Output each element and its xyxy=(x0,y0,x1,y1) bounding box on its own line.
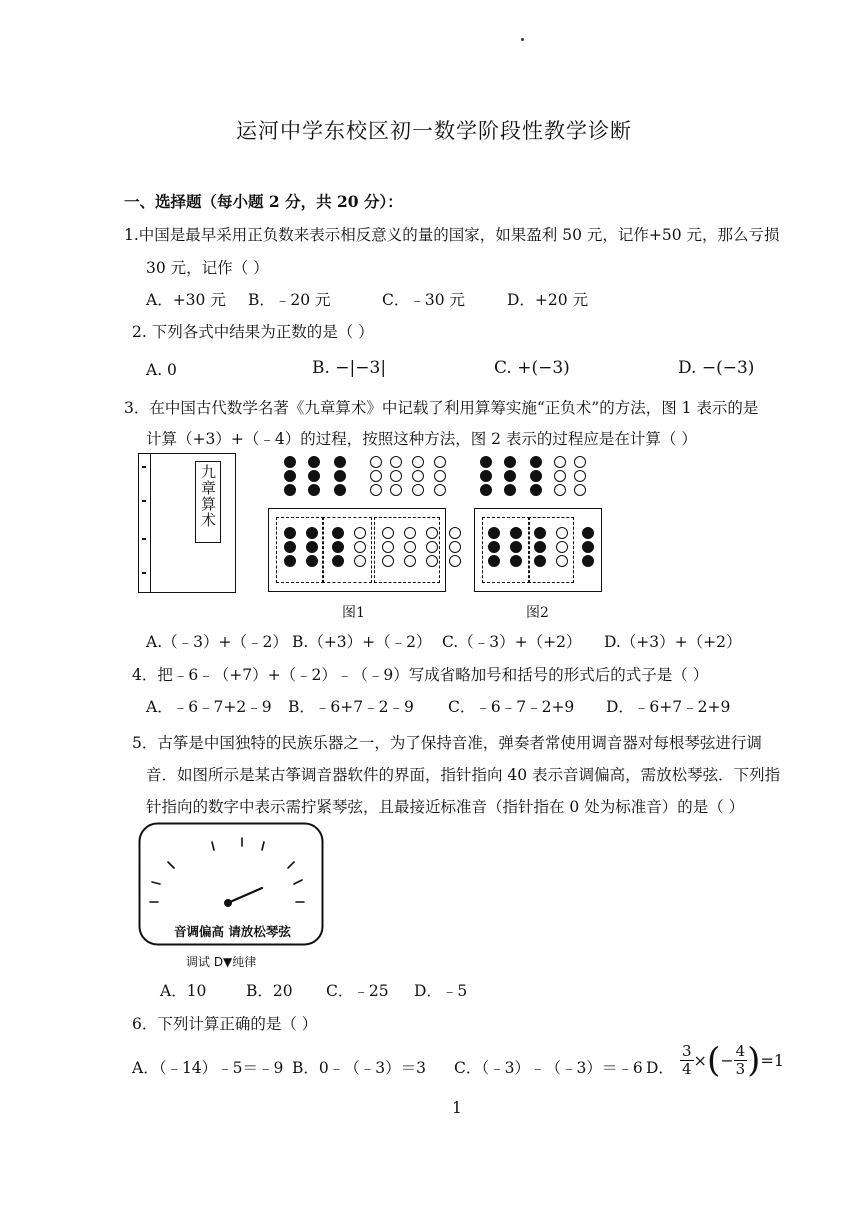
q2-stem: 2. 下列各式中结果为正数的是（ ） xyxy=(132,323,374,341)
section-heading: 一、选择题（每小题 2 分，共 20 分）： xyxy=(124,192,403,211)
q6-stem: 6．下列计算正确的是（ ） xyxy=(132,1015,318,1033)
q4-option-a: A．﹣6﹣7+2﹣9 xyxy=(146,698,272,716)
q4-stem: 4．把﹣6﹣（+7）+（﹣2）﹣（﹣9）写成省略加号和括号的形式后的式子是（ ） xyxy=(132,666,709,684)
filled-rod-icon xyxy=(530,484,542,496)
filled-rod-icon xyxy=(510,541,522,553)
q3-stem-line2: 计算（+3）+（﹣4）的过程，按照这种方法，图 2 表示的过程应是在计算（ ） xyxy=(146,430,697,448)
hollow-rod-icon xyxy=(412,484,424,496)
filled-rod-icon xyxy=(284,456,296,468)
filled-rod-icon xyxy=(306,555,318,567)
hollow-rod-icon xyxy=(382,555,394,567)
page-number: 1 xyxy=(452,1099,462,1117)
hollow-rod-icon xyxy=(426,527,438,539)
filled-rod-icon xyxy=(504,484,516,496)
filled-rod-icon xyxy=(510,555,522,567)
hollow-rod-icon xyxy=(434,456,446,468)
hollow-rod-icon xyxy=(404,555,416,567)
q1-option-d: D．+20 元 xyxy=(507,291,589,309)
q3-option-d: D.（+3）+（+2） xyxy=(604,633,742,651)
filled-rod-icon xyxy=(332,527,344,539)
hollow-rod-icon xyxy=(382,541,394,553)
filled-rod-icon xyxy=(480,484,492,496)
q2-option-c: C. +(−3) xyxy=(494,358,570,378)
hollow-rod-icon xyxy=(354,541,366,553)
fig1-caption: 图1 xyxy=(342,605,365,621)
q5-option-a: A．10 xyxy=(160,982,207,1000)
q6-option-b: B．0﹣（﹣3）＝3 xyxy=(292,1059,426,1077)
hollow-rod-icon xyxy=(390,470,402,482)
hollow-rod-icon xyxy=(404,527,416,539)
filled-rod-icon xyxy=(480,470,492,482)
hollow-rod-icon xyxy=(556,541,568,553)
filled-rod-icon xyxy=(488,541,500,553)
q5-stem-line1: 5．古筝是中国独特的民族乐器之一，为了保持音准，弹奏者常使用调音器对每根琴弦进行调 xyxy=(132,734,762,752)
filled-rod-icon xyxy=(488,555,500,567)
q6-option-d-label: D． xyxy=(646,1059,674,1077)
tuner-caption: 调试 D▼纯律 xyxy=(186,955,257,969)
filled-rod-icon xyxy=(480,456,492,468)
filled-rod-icon xyxy=(504,470,516,482)
filled-rod-icon xyxy=(534,527,546,539)
hollow-rod-icon xyxy=(554,456,566,468)
hollow-rod-icon xyxy=(412,470,424,482)
fig2-caption: 图2 xyxy=(526,605,549,621)
book-title-text: 九章算术 xyxy=(199,464,217,528)
tuner-status-text: 音调偏高 请放松琴弦 xyxy=(174,924,291,939)
hollow-rod-icon xyxy=(449,555,461,567)
q6-option-d-expression: $\frac{3}{4}$ ×(− $\frac{4}{3}$ )=1 xyxy=(682,1040,785,1081)
filled-rod-icon xyxy=(582,555,594,567)
filled-rod-icon xyxy=(306,541,318,553)
q3-option-a: A.（﹣3）+（﹣2） xyxy=(146,633,288,651)
hollow-rod-icon xyxy=(404,541,416,553)
filled-rod-icon xyxy=(334,470,346,482)
filled-rod-icon xyxy=(284,527,296,539)
hollow-rod-icon xyxy=(370,484,382,496)
fraction-1: $\frac{3}{4}$ xyxy=(682,1042,692,1078)
filled-rod-icon xyxy=(582,541,594,553)
hollow-rod-icon xyxy=(574,484,586,496)
hollow-rod-icon xyxy=(449,541,461,553)
q4-option-b: B．﹣6+7﹣2﹣9 xyxy=(288,698,414,716)
tuner-figure xyxy=(138,822,324,946)
fraction-2: $\frac{4}{3}$ xyxy=(735,1042,746,1078)
hollow-rod-icon xyxy=(426,555,438,567)
q1-stem-line2: 30 元，记作（ ） xyxy=(146,259,269,277)
hollow-rod-icon xyxy=(412,456,424,468)
q5-option-c: C．﹣25 xyxy=(326,982,389,1000)
hollow-rod-icon xyxy=(434,470,446,482)
q3-stem-line1: 3．在中国古代数学名著《九章算术》中记载了利用算筹实施“正负术”的方法，图 1 表示的是 xyxy=(124,399,759,417)
q1-option-c: C．﹣30 元 xyxy=(382,291,466,309)
q4-option-c: C．﹣6﹣7﹣2+9 xyxy=(448,698,575,716)
filled-rod-icon xyxy=(284,541,296,553)
filled-rod-icon xyxy=(334,484,346,496)
filled-rod-icon xyxy=(308,470,320,482)
hollow-rod-icon xyxy=(554,470,566,482)
hollow-rod-icon xyxy=(390,456,402,468)
q3-option-b: B.（+3）+（﹣2） xyxy=(292,633,432,651)
hollow-rod-icon xyxy=(434,484,446,496)
filled-rod-icon xyxy=(284,484,296,496)
hollow-rod-icon xyxy=(370,456,382,468)
filled-rod-icon xyxy=(488,527,500,539)
filled-rod-icon xyxy=(582,527,594,539)
filled-rod-icon xyxy=(510,527,522,539)
q6-option-c: C．（﹣3）﹣（﹣3）＝﹣6 xyxy=(454,1059,643,1077)
filled-rod-icon xyxy=(308,456,320,468)
q2-option-b: B. −|−3| xyxy=(312,358,387,378)
filled-rod-icon xyxy=(334,456,346,468)
hollow-rod-icon xyxy=(574,456,586,468)
filled-rod-icon xyxy=(308,484,320,496)
hollow-rod-icon xyxy=(449,527,461,539)
q1-stem-line1: 1.中国是最早采用正负数来表示相反意义的量的国家，如果盈利 50 元，记作+50 元，那么亏损 xyxy=(124,226,780,244)
filled-rod-icon xyxy=(284,470,296,482)
q5-option-d: D．﹣5 xyxy=(414,982,468,1000)
q2-option-d: D. −(−3) xyxy=(678,358,755,378)
filled-rod-icon xyxy=(530,470,542,482)
q1-option-b: B．﹣20 元 xyxy=(248,291,331,309)
hollow-rod-icon xyxy=(382,527,394,539)
filled-rod-icon xyxy=(306,527,318,539)
scan-dot xyxy=(521,38,524,41)
hollow-rod-icon xyxy=(556,555,568,567)
q3-option-c: C.（﹣3）+（+2） xyxy=(442,633,582,651)
book-figure xyxy=(138,453,236,593)
filled-rod-icon xyxy=(530,456,542,468)
q5-option-b: B．20 xyxy=(246,982,293,1000)
q1-option-a: A．+30 元 xyxy=(146,291,226,309)
q5-stem-line3: 针指向的数字中表示需拧紧琴弦，且最接近标准音（指针指在 0 处为标准音）的是（ ） xyxy=(146,798,745,816)
filled-rod-icon xyxy=(534,555,546,567)
page-title: 运河中学东校区初一数学阶段性教学诊断 xyxy=(236,119,632,143)
book-title-label xyxy=(195,461,221,543)
hollow-rod-icon xyxy=(426,541,438,553)
q4-option-d: D．﹣6+7﹣2+9 xyxy=(606,698,731,716)
q5-stem-line2: 音．如图所示是某古筝调音器软件的界面，指针指向 40 表示音调偏高，需放松琴弦．下列指 xyxy=(146,766,781,784)
hollow-rod-icon xyxy=(354,527,366,539)
hollow-rod-icon xyxy=(574,470,586,482)
q2-option-a: A. 0 xyxy=(146,361,177,379)
hollow-rod-icon xyxy=(554,484,566,496)
hollow-rod-icon xyxy=(354,555,366,567)
hollow-rod-icon xyxy=(370,470,382,482)
hollow-rod-icon xyxy=(390,484,402,496)
q6-option-a: A．（﹣14）﹣5＝﹣9 xyxy=(132,1059,284,1077)
filled-rod-icon xyxy=(332,555,344,567)
filled-rod-icon xyxy=(332,541,344,553)
hollow-rod-icon xyxy=(556,527,568,539)
filled-rod-icon xyxy=(284,555,296,567)
filled-rod-icon xyxy=(504,456,516,468)
filled-rod-icon xyxy=(534,541,546,553)
